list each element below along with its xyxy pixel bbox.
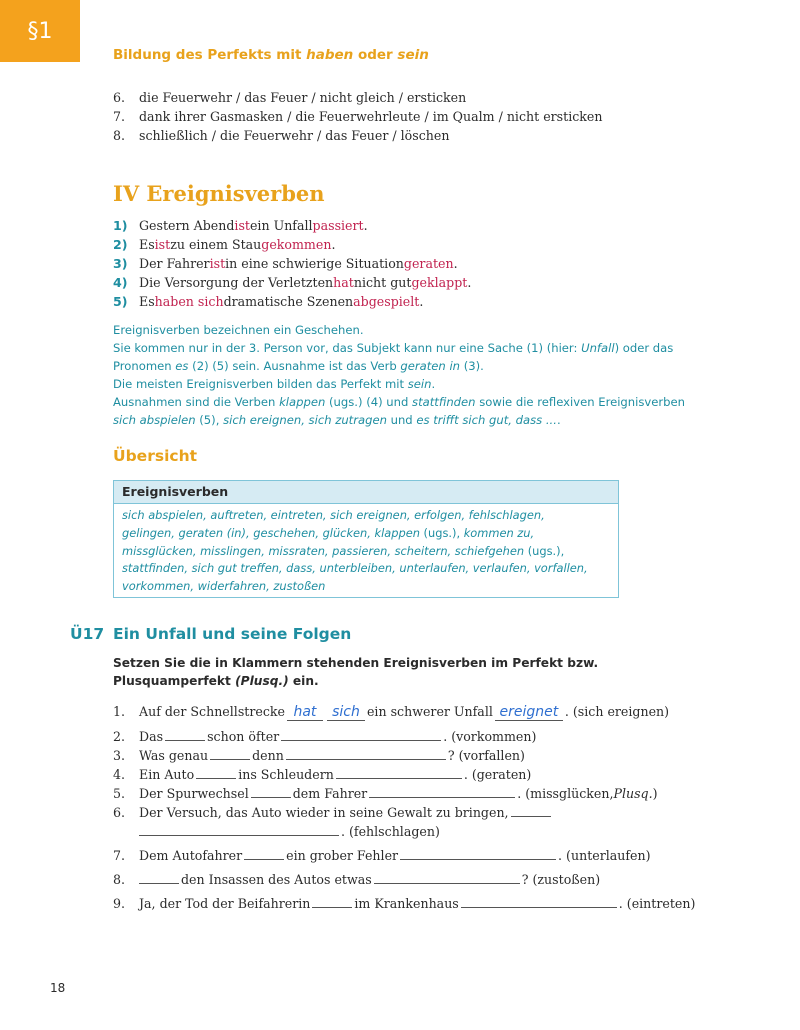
answer-blank[interactable] [244, 847, 284, 860]
exercise-item: 1. Auf der Schnellstrecke hat sich ein schwerer Unfall ereignet . (sich ereignen) [113, 704, 670, 720]
answer-blank[interactable] [336, 766, 462, 779]
exercise-item-continuation: . (fehlschlagen) [139, 823, 440, 839]
overview-box [113, 480, 619, 598]
exercise-item: 7. Dem Autofahrer ein grober Fehler . (unterlaufen) [113, 848, 651, 863]
exercise-item: 6. Der Versuch, das Auto wieder in seine Gewalt zu bringen, [113, 804, 553, 820]
answer-blank[interactable] [251, 785, 291, 798]
exercise-item: 3. Was genau denn ? (vorfallen) [113, 748, 525, 763]
answer-blank[interactable] [139, 823, 339, 836]
answer-blank[interactable]: ereignet [495, 705, 563, 721]
answer-blank[interactable] [286, 747, 446, 760]
answer-blank[interactable] [281, 728, 441, 741]
answer-blank[interactable] [196, 766, 236, 779]
continued-list [113, 88, 602, 145]
list-item: 6. die Feuerwehr / das Feuer / nicht gleich / ersticken [113, 90, 467, 105]
answer-blank[interactable] [374, 871, 520, 884]
explanation-paragraph: Ereignisverben bezeichnen ein Geschehen. Sie kommen nur in der 3. Person vor, das Subjekt kann nur eine Sache (1) (hier: Unfall) oder das Pronomen es (2) (5) sein. Ausnahme ist das Verb geraten in (3). Die meisten Ereignisverben bilden das Perfekt mit sein. Ausnahmen sind die Verben klappen (ugs.) (4) und stattfinden sowie die reflexiven Ereignisverben sich abspielen (5), sich ereignen, sich zutragen und es trifft sich gut, dass .... [113, 323, 686, 427]
exercise-item: 4. Ein Auto ins Schleudern . (geraten) [113, 767, 532, 782]
answer-blank[interactable]: hat [287, 705, 323, 721]
example-sentences [113, 216, 471, 311]
exercise-item: 5. Der Spurwechsel dem Fahrer . (missglücken, Plusq. ) [113, 786, 658, 801]
exercise-number: Ü17 [70, 625, 105, 643]
list-item: 8. schließlich / die Feuerwehr / das Feuer / löschen [113, 128, 450, 143]
chapter-tab: §1 [0, 0, 80, 62]
running-head: Bildung des Perfekts mit haben oder sein [113, 47, 429, 63]
exercise-item: 8. den Insassen des Autos etwas ? (zustoßen) [113, 872, 601, 887]
example-sentence: 2) Es ist zu einem Stau gekommen . [113, 237, 336, 252]
exercise-instruction: Setzen Sie die in Klammern stehenden Ereignisverben im Perfekt bzw. Plusquamperfekt (Plusq.) ein. [113, 656, 599, 688]
section-heading: IV Ereignisverben [113, 181, 325, 206]
answer-blank[interactable] [139, 871, 179, 884]
example-sentence: 3) Der Fahrer ist in eine schwierige Situation geraten . [113, 256, 458, 271]
answer-blank[interactable] [165, 728, 205, 741]
answer-blank[interactable]: sich [327, 705, 365, 721]
answer-blank[interactable] [511, 804, 551, 817]
overview-box-content: sich abspielen, auftreten, eintreten, sich ereignen, erfolgen, fehlschlagen, gelingen, geraten (in), geschehen, glücken, klappen (ugs.), kommen zu, missglücken, misslingen, missraten, passieren, scheitern, schiefgehen (ugs.), stattfinden, sich gut treffen, dass, unterbleiben, unterlaufen, verlaufen, vorfallen, vorkommen, widerfahren, zustoßen [122, 508, 588, 594]
overview-box-title: Ereignisverben [114, 481, 618, 504]
exercise-item: 2. Das schon öfter . (vorkommen) [113, 729, 537, 744]
exercise-item: 9. Ja, der Tod der Beifahrerin im Krankenhaus . (eintreten) [113, 896, 696, 911]
answer-blank[interactable] [369, 785, 515, 798]
example-sentence: 1) Gestern Abend ist ein Unfall passiert . [113, 218, 368, 233]
overview-heading: Übersicht [113, 447, 198, 465]
example-sentence: 4) Die Versorgung der Verletzten hat nicht gut geklappt . [113, 275, 472, 290]
answer-blank[interactable] [461, 895, 617, 908]
answer-blank[interactable] [400, 847, 556, 860]
exercise-title: Ein Unfall und seine Folgen [113, 625, 352, 643]
answer-blank[interactable] [312, 895, 352, 908]
answer-blank[interactable] [210, 747, 250, 760]
example-sentence: 5) Es haben sich dramatische Szenen abgespielt . [113, 294, 424, 309]
list-item: 7. dank ihrer Gasmasken / die Feuerwehrleute / im Qualm / nicht ersticken [113, 109, 603, 124]
page-number: 18 [50, 981, 66, 995]
